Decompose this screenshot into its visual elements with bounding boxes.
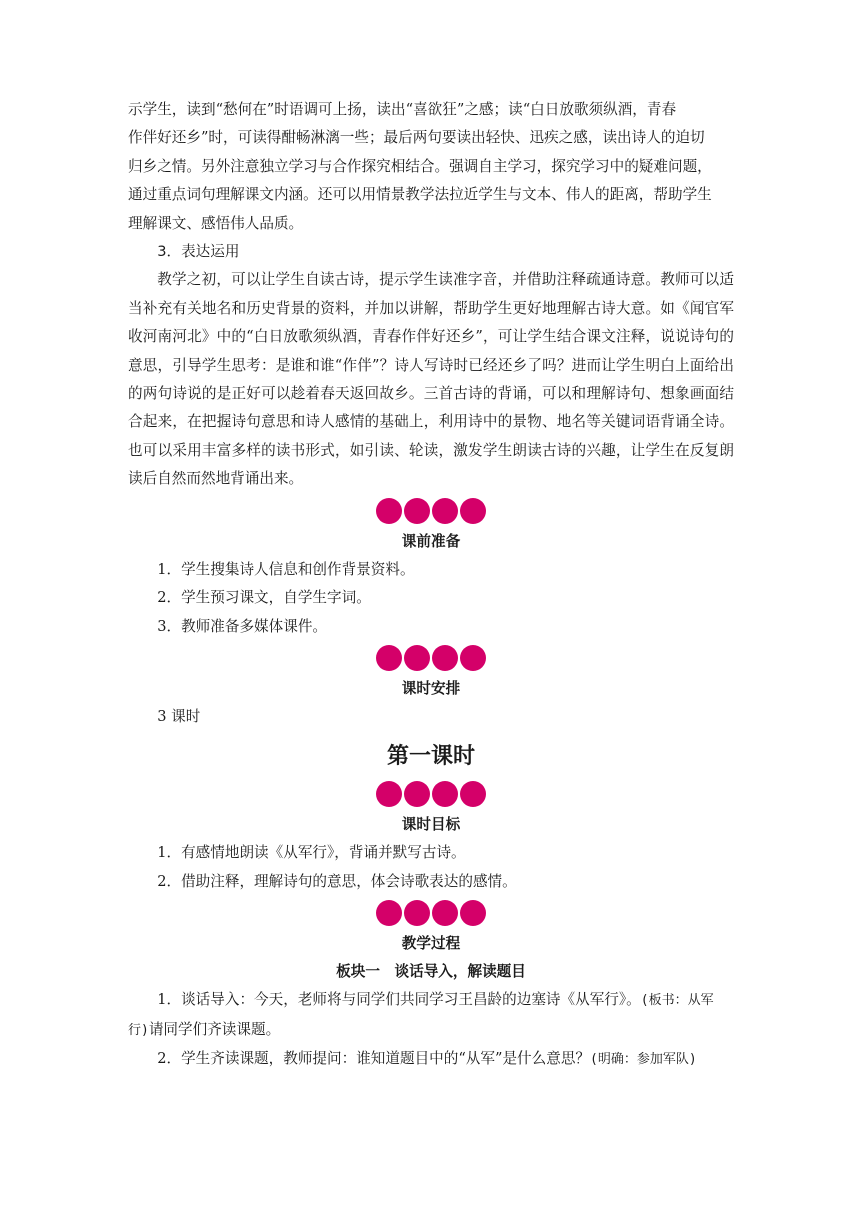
intro-line: 通过重点词句理解课文内涵。还可以用情景教学法拉近学生与文本、伟人的距离，帮助学生 <box>128 186 712 204</box>
intro-line: 示学生，读到“愁何在”时语调可上扬，读出“喜欲狂”之感；读“白日放歌须纵酒，青春 <box>128 101 677 118</box>
ornament-dot <box>432 498 458 524</box>
lesson-title: 第一课时 <box>386 744 475 770</box>
section-title-schedule: 课时安排 <box>401 679 461 697</box>
preparation-item: 2．学生预习课文，自学生字词。 <box>157 589 371 607</box>
section-title-goals: 课时目标 <box>401 816 461 834</box>
intro-line: 作伴好还乡”时，可读得酣畅淋漓一些；最后两句要读出轻快、迅疾之感，读出诗人的迫切 <box>128 129 705 147</box>
ornament-dot <box>376 900 402 926</box>
block-title: 板块一 谈话导入，解读题目 <box>336 963 526 981</box>
section-title-process: 教学过程 <box>401 935 461 953</box>
ornament-dot <box>404 645 430 671</box>
goal-item: 2．借助注释，理解诗句的意思，体会诗歌表达的感情。 <box>157 872 517 890</box>
preparation-item: 1．学生搜集诗人信息和创作背景资料。 <box>157 560 415 578</box>
section-ornament <box>128 781 734 809</box>
ornament-dot <box>376 498 402 524</box>
section-ornament <box>128 900 734 928</box>
expression-heading: 3．表达运用 <box>157 243 240 261</box>
intro-line: 理解课文、感悟伟人品质。 <box>128 214 304 232</box>
process-step-2 <box>128 1045 734 1074</box>
step-text: 1．谈话导入：今天，老师将与同学们共同学习王昌龄的边塞诗《从军行》。 <box>157 991 641 1009</box>
step-text: 请同学们齐读课题。 <box>148 1020 281 1038</box>
document-page <box>128 96 734 1074</box>
ornament-dot <box>460 900 486 926</box>
process-step-1 <box>128 986 734 1045</box>
section-title-preparation: 课前准备 <box>401 532 461 550</box>
step-text: 2．学生齐读课题，教师提问：谁知道题目中的“从军”是什么意思？ <box>157 1049 591 1067</box>
ornament-dot <box>376 645 402 671</box>
ornament-dot <box>404 900 430 926</box>
goal-item: 1．有感情地朗读《从军行》，背诵并默写古诗。 <box>157 844 466 862</box>
section-ornament <box>128 645 734 673</box>
intro-line: 归乡之情。另外注意独立学习与合作探究相结合。强调自主学习，探究学习中的疑难问题， <box>128 157 712 175</box>
ornament-dot <box>460 645 486 671</box>
preparation-item: 3．教师准备多媒体课件。 <box>157 617 328 635</box>
section-ornament <box>128 498 734 526</box>
ornament-dot <box>404 781 430 807</box>
expression-body: 教学之初，可以让学生自读古诗，提示学生读准字音，并借助注释疏通诗意。教师可以适当补充有关地名和历史背景的资料，并加以讲解，帮助学生更好地理解古诗大意。如《闻官军收河南河北》中的“白日放歌须纵酒，青春作伴好还乡”，可让学生结合课文注释，说说诗句的意思，引导学生思考：是谁和谁“作伴”？诗人写诗时已经还乡了吗？进而让学生明白上面给出的两句诗说的是正好可以趁着春天返回故乡。三首古诗的背诵，可以和理解诗句、想象画面结合起来，在把握诗句意思和诗人感情的基础上，利用诗中的景物、地名等关键词语背诵全诗。也可以采用丰富多样的读书形式，如引读、轮读，激发学生朗读古诗的兴趣，让学生在反复朗读后自然而然地背诵出来。 <box>128 271 734 488</box>
board-note: (板书：从军 <box>640 993 714 1009</box>
schedule-value: 3 课时 <box>157 707 201 725</box>
ornament-dot <box>432 645 458 671</box>
ornament-dot <box>432 781 458 807</box>
answer-note: (明确：参加军队) <box>590 1051 697 1067</box>
ornament-dot <box>404 498 430 524</box>
ornament-dot <box>376 781 402 807</box>
ornament-dot <box>432 900 458 926</box>
ornament-dot <box>460 498 486 524</box>
ornament-dot <box>460 781 486 807</box>
board-note: 行) <box>128 1022 149 1038</box>
